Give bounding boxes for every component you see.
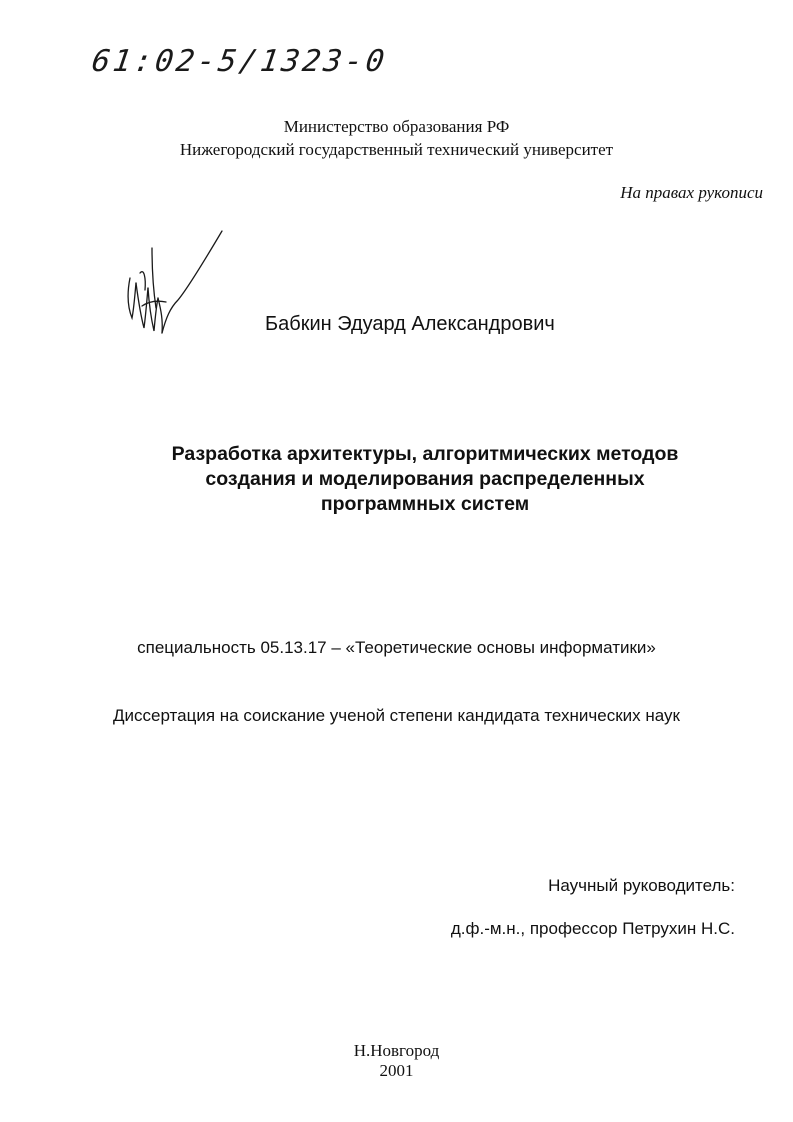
supervisor-label: Научный руководитель: (548, 876, 735, 895)
ministry-name: Министерство образования РФ (283, 117, 510, 136)
title-line: создания и моделирования распределенных (205, 468, 645, 490)
title-line: Разработка архитектуры, алгоритмических методов (171, 443, 679, 465)
supervisor-name: д.ф.-м.н., профессор Петрухин Н.С. (450, 919, 735, 938)
archive-number: 61:02-5/1323-0 (89, 44, 390, 79)
signature-image (118, 228, 228, 343)
title-line: программных систем (320, 493, 530, 515)
year: 2001 (379, 1061, 414, 1080)
dissertation-title (100, 442, 750, 517)
specialty: специальность 05.13.17 – «Теоретические основы информатики» (137, 638, 656, 657)
dissertation-degree: Диссертация на соискание ученой степени кандидата технических наук (113, 706, 680, 725)
author-name: Бабкин Эдуард Александрович (265, 313, 555, 335)
university-name: Нижегородский государственный технический университет (179, 140, 614, 159)
city: Н.Новгород (353, 1041, 440, 1060)
rights-note: На правах рукописи (620, 183, 763, 202)
